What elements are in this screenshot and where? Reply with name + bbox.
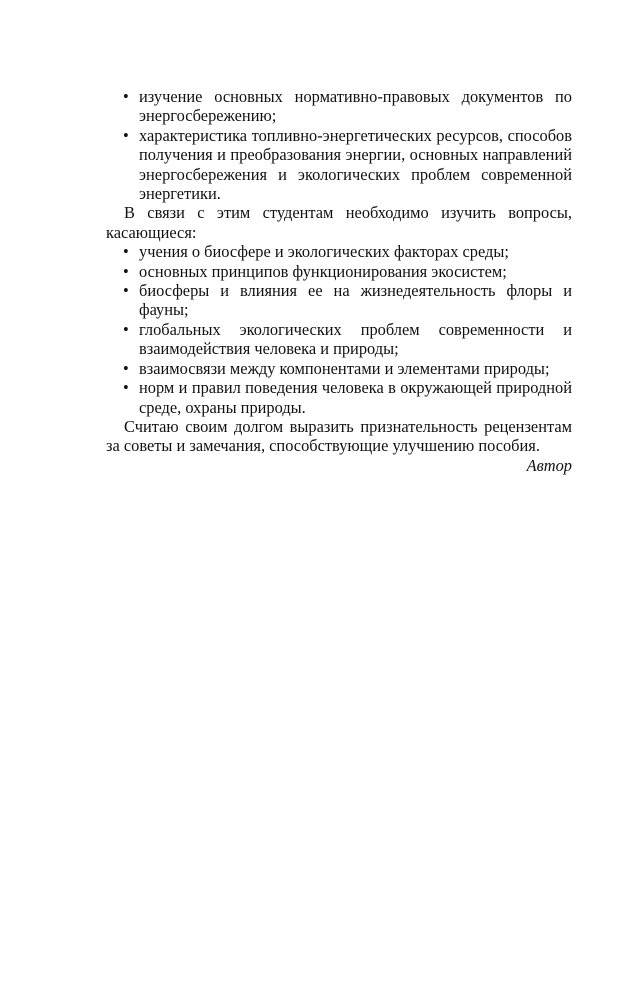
closing-paragraph: Считаю своим долгом выразить признательность рецензентам за советы и замечания, способствующие улучшению пособия. xyxy=(106,416,572,456)
bullet-marker: • xyxy=(123,87,129,106)
list-item xyxy=(106,242,572,261)
topics-list xyxy=(106,87,572,203)
list-item xyxy=(106,126,572,204)
bullet-marker: • xyxy=(123,242,129,262)
bullet-marker: • xyxy=(123,281,129,301)
list-item xyxy=(106,87,572,126)
bullet-marker: • xyxy=(123,358,129,378)
list-item xyxy=(106,262,572,281)
list-item xyxy=(106,359,572,378)
bullet-marker: • xyxy=(123,319,129,339)
list-item-text: взаимосвязи между компонентами и элементами природы; xyxy=(139,358,550,378)
list-item-text: биосферы и влияния ее на жизнедеятельность флоры и фауны; xyxy=(139,281,572,320)
bullet-marker: • xyxy=(123,378,129,398)
bullet-marker: • xyxy=(123,125,129,145)
bullet-marker: • xyxy=(123,261,129,281)
list-item-text: норм и правил поведения человека в окружающей природной среде, охраны природы. xyxy=(139,378,572,417)
page-body xyxy=(106,87,572,475)
list-item-text: глобальных экологических проблем современности и взаимодействия человека и природы; xyxy=(139,319,572,359)
list-item-text: изучение основных нормативно-правовых документов по энергосбережению; xyxy=(139,87,572,126)
list-item-text: характеристика топливно-энергетических ресурсов, способов получения и преобразования энергии, основных направлений энергосбережения и экологических проблем современной энергетики. xyxy=(139,125,572,204)
list-item xyxy=(106,281,572,320)
questions-list xyxy=(106,242,572,417)
list-item-text: основных принципов функционирования экосистем; xyxy=(139,261,507,281)
list-item xyxy=(106,378,572,417)
list-item xyxy=(106,320,572,359)
intro-paragraph: В связи с этим студентам необходимо изучить вопросы, касающиеся: xyxy=(106,203,572,242)
list-item-text: учения о биосфере и экологических факторах среды; xyxy=(139,242,509,262)
author-signature: Автор xyxy=(526,455,572,475)
